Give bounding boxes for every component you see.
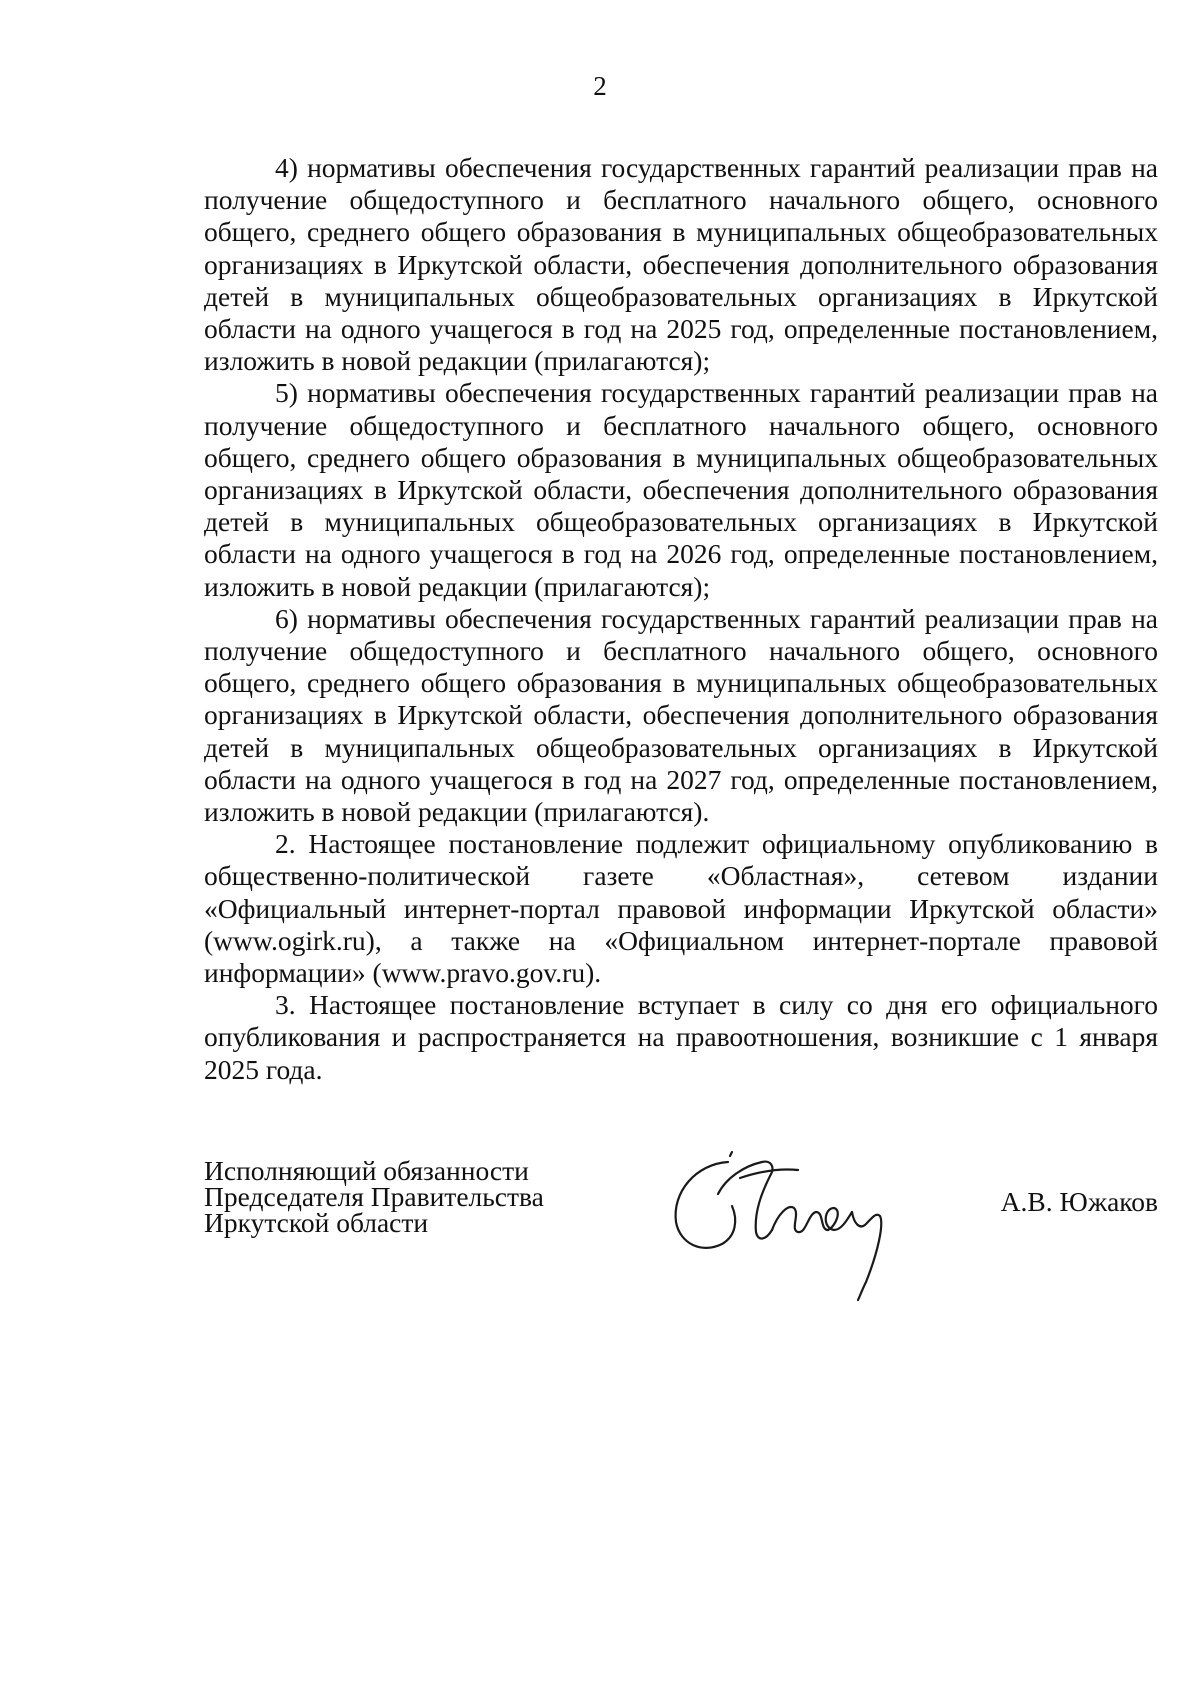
signatory-position-line: Иркутской области	[204, 1207, 429, 1238]
signatory-position-line: Исполняющий обязанности	[204, 1155, 529, 1186]
signature-block	[204, 1155, 1158, 1338]
page-number: 2	[593, 71, 607, 101]
paragraph-item-4: 4) нормативы обеспечения государственных гарантий реализации прав на получение общедоступного и бесплатного начального общего, основного общего, среднего общего образования в муниципальных общеобразовательных организациях в Иркутской области, обеспечения дополнительного образования детей в муниципальных общеобразовательных организациях в Иркутской области на одного учащегося в год на 2025 год, определенные постановлением, изложить в новой редакции (прилагаются);	[204, 152, 1158, 377]
signatory-name: А.В. Южаков	[1000, 1186, 1158, 1217]
signatory-position	[204, 1155, 604, 1238]
paragraph-entry-into-force: 3. Настоящее постановление вступает в силу со дня его официального опубликования и распространяется на правоотношения, возникшие с 1 января 2025 года.	[204, 989, 1158, 1085]
handwritten-signature	[666, 1132, 926, 1302]
paragraph-item-6: 6) нормативы обеспечения государственных гарантий реализации прав на получение общедоступного и бесплатного начального общего, основного общего, среднего общего образования в муниципальных общеобразовательных организациях в Иркутской области, обеспечения дополнительного образования детей в муниципальных общеобразовательных организациях в Иркутской области на одного учащегося в год на 2027 год, определенные постановлением, изложить в новой редакции (прилагаются).	[204, 602, 1158, 828]
paragraph-publication: 2. Настоящее постановление подлежит официальному опубликованию в общественно-политической газете «Областная», сетевом издании «Официальный интернет-портал правовой информации Иркутской области» (www.ogirk.ru), а также на «Официальном интернет-портале правовой информации» (www.pravo.gov.ru).	[204, 828, 1158, 989]
paragraph-item-5: 5) нормативы обеспечения государственных гарантий реализации прав на получение общедоступного и бесплатного начального общего, основного общего, среднего общего образования в муниципальных общеобразовательных организациях в Иркутской области, обеспечения дополнительного образования детей в муниципальных общеобразовательных организациях в Иркутской области на одного учащегося в год на 2026 год, определенные постановлением, изложить в новой редакции (прилагаются);	[204, 377, 1158, 602]
document-body	[204, 152, 1158, 1086]
signatory-position-line: Председателя Правительства	[204, 1181, 544, 1212]
